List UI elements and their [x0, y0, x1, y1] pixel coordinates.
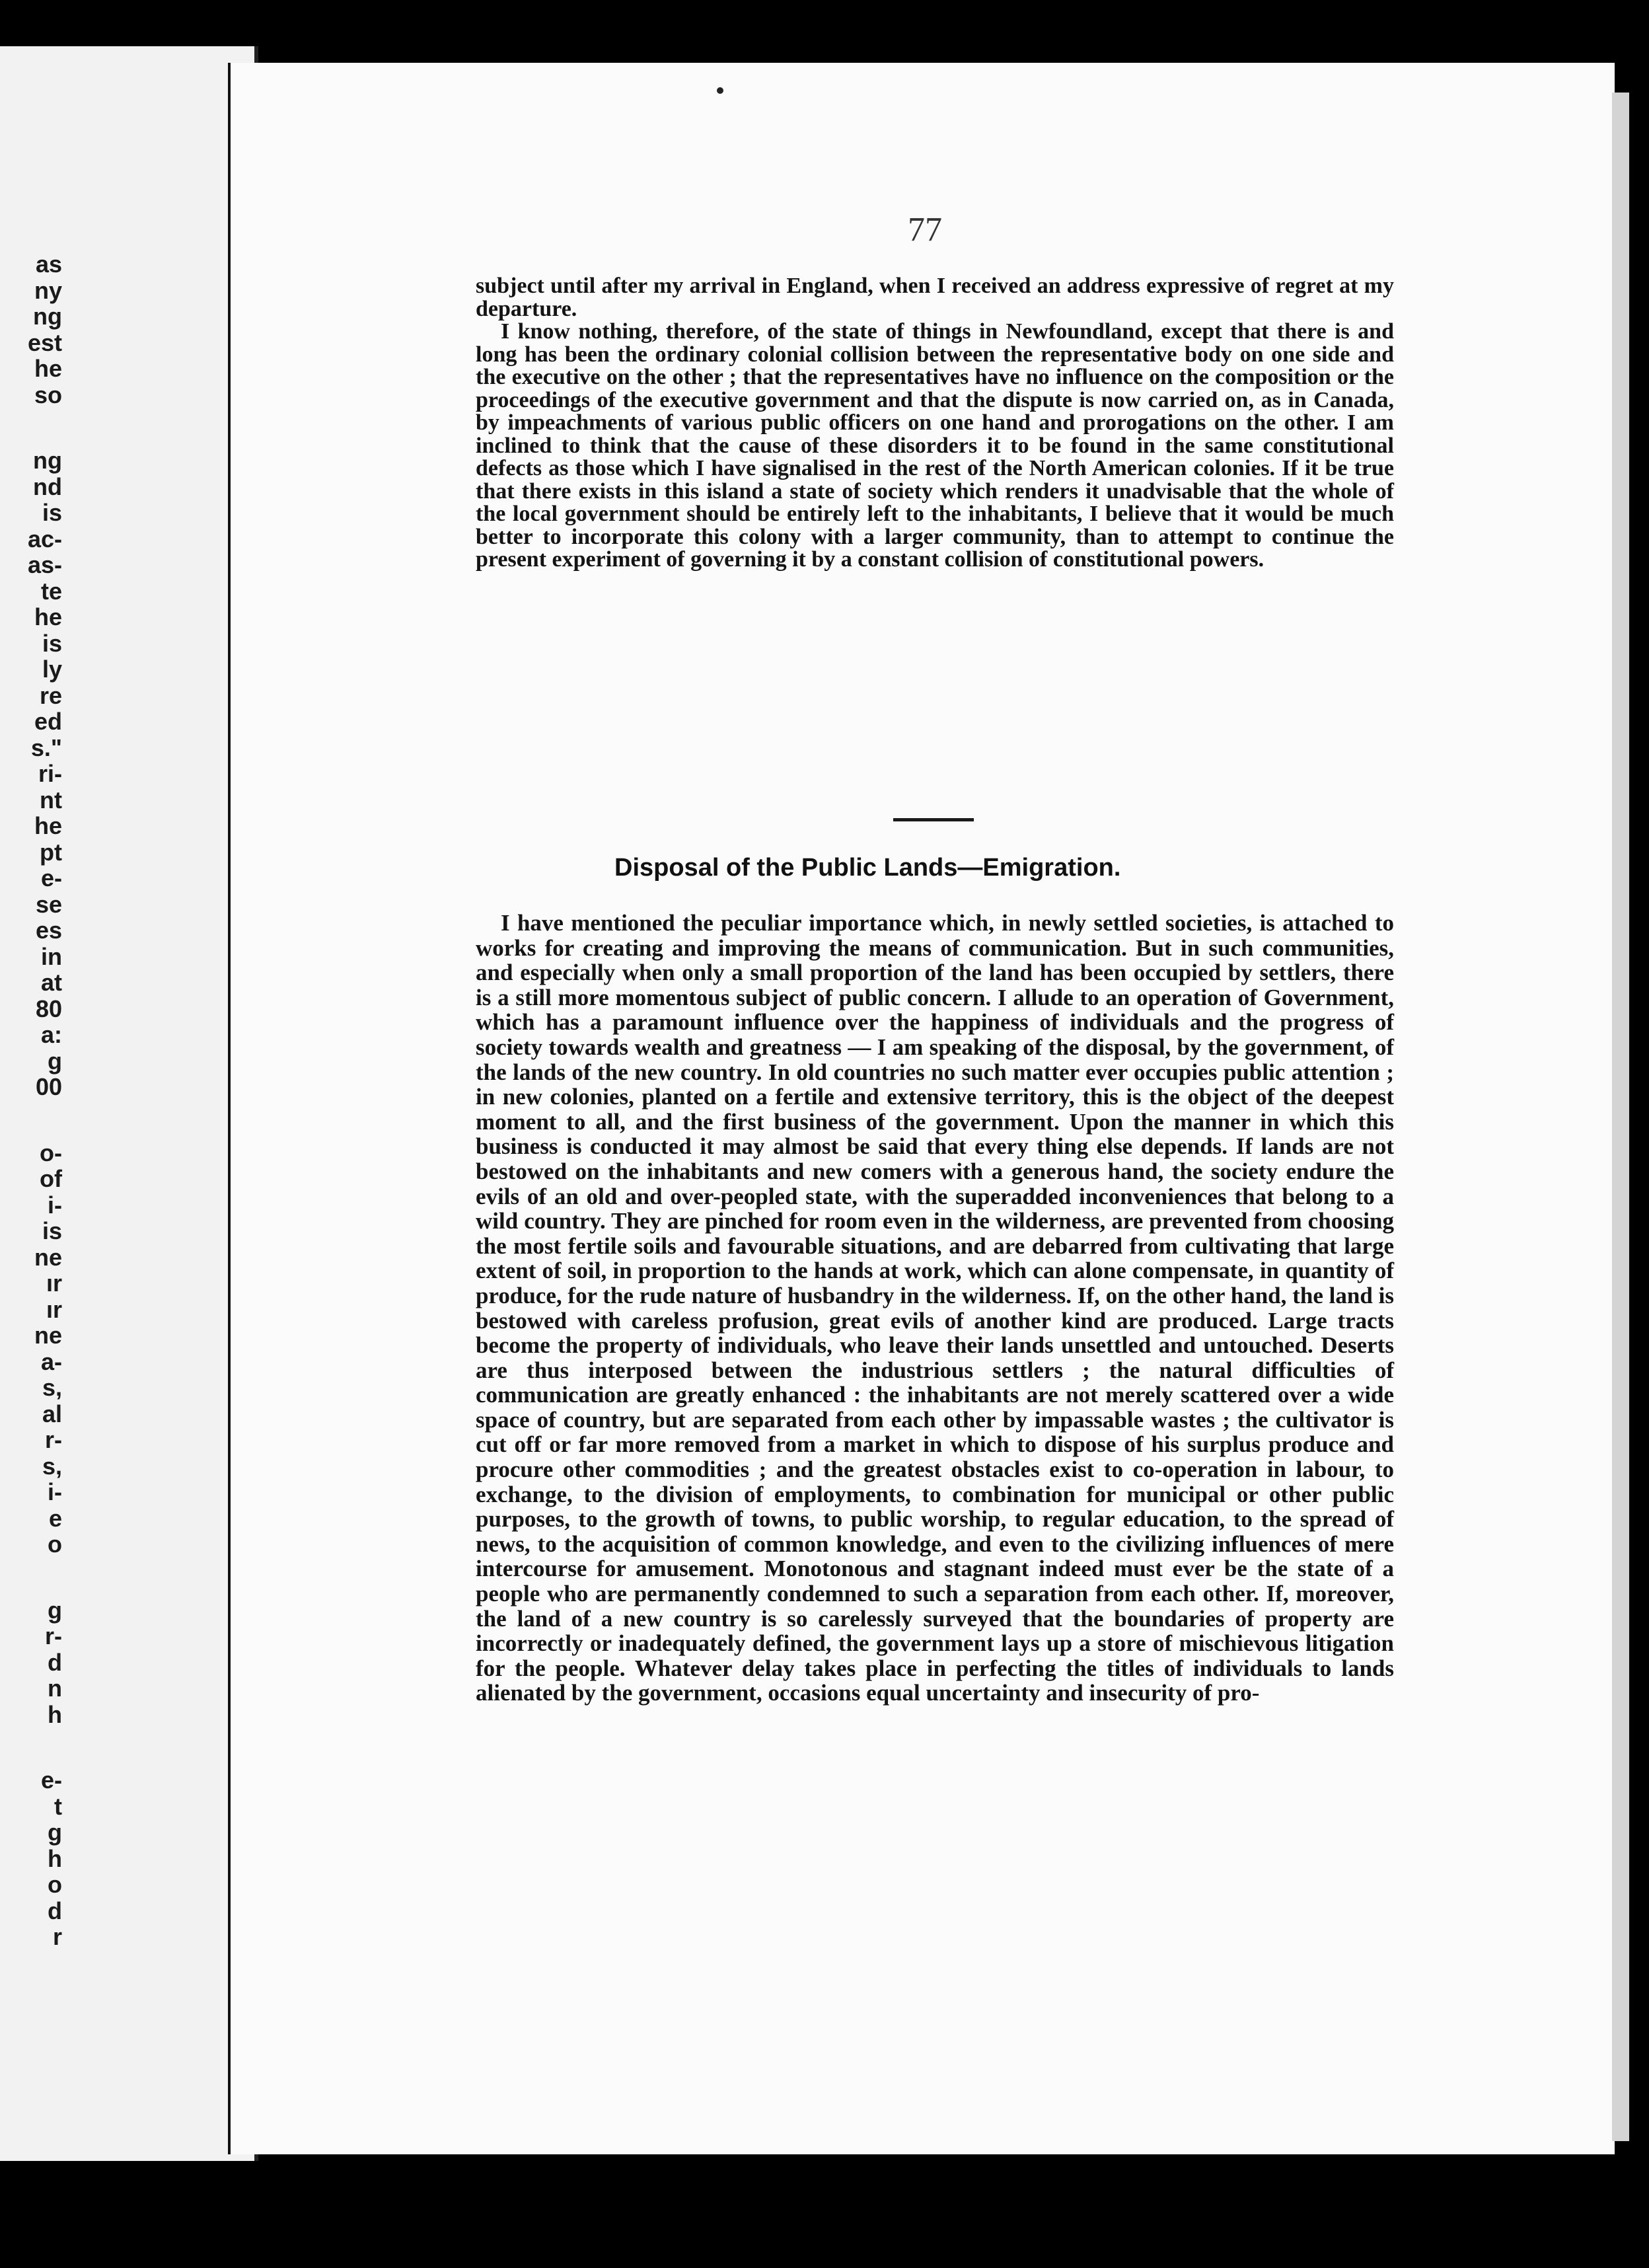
- left-page-fragment: ly: [42, 656, 62, 683]
- left-page-fragment: i-: [48, 1191, 62, 1219]
- left-page-fragment: o-: [40, 1139, 62, 1166]
- section-text-block: [476, 911, 1394, 1706]
- left-page-fragment: nd: [33, 472, 62, 500]
- left-page-fragment: [0, 1100, 66, 1140]
- left-page-fragment: 00: [35, 1073, 62, 1100]
- left-page-fragment: e: [48, 1504, 62, 1532]
- left-page-fragment: as-: [27, 551, 62, 578]
- left-page-fragment: is: [42, 499, 62, 526]
- left-page-fragment: s,: [42, 1452, 62, 1480]
- left-page-fragment: ne: [34, 1322, 62, 1349]
- left-page-fragment: g: [48, 1047, 62, 1075]
- left-page-fragment: se: [35, 890, 62, 918]
- left-page-fragment: a:: [40, 1021, 62, 1048]
- left-page-fragment: ng: [33, 303, 62, 330]
- left-page-fragment: n: [48, 1675, 62, 1702]
- left-page-fragment: [0, 1558, 66, 1597]
- left-page-fragment: r-: [45, 1622, 62, 1649]
- left-page-fragment: so: [34, 381, 62, 408]
- page-edge: [1612, 93, 1629, 2141]
- left-page-fragment: s,: [42, 1374, 62, 1401]
- left-page-fragment: a-: [40, 1347, 62, 1375]
- left-page-fragment: ri-: [38, 760, 62, 787]
- left-page-fragment: he: [34, 603, 62, 630]
- left-page-fragment: e-: [40, 1766, 62, 1794]
- left-page-fragment: as: [35, 250, 62, 278]
- left-page-fragment: r: [52, 1923, 62, 1950]
- left-page-fragment: ny: [34, 276, 62, 304]
- left-page-fragment: o: [48, 1871, 62, 1898]
- left-page-fragment: est: [27, 328, 62, 356]
- left-page-fragment: ır: [46, 1295, 62, 1323]
- left-page-fragment: g: [48, 1819, 62, 1846]
- left-page-fragment: ır: [46, 1269, 62, 1297]
- left-page-fragment: o: [48, 1531, 62, 1558]
- printer-mark: [717, 87, 723, 94]
- left-page-fragment: ac-: [27, 525, 62, 552]
- left-page-fragment: i-: [48, 1478, 62, 1505]
- paragraph-public-lands: I have mentioned the peculiar importance which, in newly settled societies, is attached to works for creating and improving the means of communication. But in such communities, and especially when only a small proportion of the land has been occupied by settlers, there is a still more momentous subject of public concern. I allude to an operation of Government, which has a paramount influence over the happiness of individuals and the progress of society towards wealth and greatness — I am speaking of the disposal, by the government, of the lands of the new country. In old countries no such matter ever occupies public attention ; in new colonies, planted on a fertile and extensive territory, this is the object of the deepest moment to all, and the first business of the government. Upon the manner in which this business is conducted it may almost be said that every thing else depends. If lands are not bestowed on the inhabitants and new comers with a generous hand, the society endure the evils of an old and over-peopled state, with the superadded inconveniences that belong to a wild country. They are pinched for room even in the wilderness, are prevented from choosing the most fertile soils and favourable situations, and are debarred from cultivating that large extent of soil, in proportion to the hands at work, which can alone compensate, in quantity of produce, for the rude nature of husbandry in the wilderness. If, on the other hand, the land is bestowed with careless profusion, great evils of another kind are produced. Large tracts become the property of individuals, who leave their lands unsettled and untouched. Deserts are thus interposed between the industrious settlers ; the natural difficulties of communication are greatly enhanced : the inhabitants are not merely scattered over a wide space of country, but are separated from each other by impassable wastes ; the cultivator is cut off or far more removed from a market in which to dispose of his surplus produce and procure other commodities ; and the greatest obstacles exist to co-operation in labour, to exchange, to the division of employments, to combination for municipal or other public purposes, to the growth of towns, to public worship, to regular education, to the spread of news, to the acquisition of common knowledge, and even to the civilizing influences of mere intercourse for amusement. Monotonous and stagnant indeed must ever be the state of a people who are permanently condemned to such a separation from each other. If, moreover, the land of a new country is so carelessly surveyed that the boundaries of property are incorrectly or inadequately defined, the government lays up a store of mischievous litigation for the people. Whatever delay takes place in perfecting the titles of individuals to lands alienated by the government, occasions equal uncertainty and insecurity of pro-: [476, 910, 1394, 1706]
- left-page-fragment: es: [35, 917, 62, 944]
- left-page-fragment: he: [34, 355, 62, 382]
- left-page-fragment: at: [40, 969, 62, 996]
- left-page-fragment: nt: [40, 786, 62, 813]
- left-page-fragment: is: [42, 629, 62, 657]
- left-page: [0, 46, 258, 2161]
- left-page-fragment: of: [40, 1165, 62, 1192]
- left-page-fragment: te: [40, 577, 62, 605]
- section-divider: [893, 818, 974, 821]
- left-page-fragment: h: [48, 1844, 62, 1872]
- left-page-fragment: [0, 1727, 66, 1767]
- left-page-fragment: e-: [40, 864, 62, 891]
- left-page-fragment: pt: [40, 838, 62, 866]
- left-page-fragment: d: [48, 1897, 62, 1924]
- left-page-fragment: he: [34, 812, 62, 839]
- left-page-fragment: d: [48, 1648, 62, 1676]
- top-text-block: [476, 275, 1394, 572]
- left-page-fragment: ne: [34, 1243, 62, 1271]
- left-page-text-fragments: [0, 251, 66, 1950]
- left-page-fragment: [0, 408, 66, 447]
- left-page-fragment: g: [48, 1596, 62, 1624]
- left-page-fragment: r-: [45, 1426, 62, 1453]
- paragraph-continued: subject until after my arrival in England, when I received an address expressive of regret at my departure.: [476, 274, 1394, 321]
- left-page-fragment: t: [54, 1792, 62, 1820]
- paragraph-newfoundland: I know nothing, therefore, of the state of things in Newfoundland, except that there is and long has been the ordinary colonial collision between the representative body on one side and the executive on the other ; that the representatives have no influence on the composition or the proceedings of the executive government and that the dispute is now carried on, as in Canada, by impeachments of various public officers on one hand and prorogations on the other. I am inclined to think that the cause of these disorders it to be found in the same constitutional defects as those which I have signalised in the rest of the North American colonies. If it be true that there exists in this island a state of society which renders it unadvisable that the whole of the local government should be entirely left to the inhabitants, I believe that it would be much better to incorporate this colony with a larger community, than to attempt to continue the present experiment of governing it by a constant collision of constitutional powers.: [476, 319, 1394, 572]
- left-page-fragment: is: [42, 1217, 62, 1244]
- left-page-fragment: ng: [33, 447, 62, 474]
- left-page-fragment: ed: [34, 708, 62, 735]
- left-page-fragment: re: [39, 681, 62, 709]
- left-page-fragment: in: [41, 942, 62, 970]
- page-number: 77: [908, 211, 942, 248]
- left-page-fragment: 80: [35, 995, 62, 1022]
- left-page-fragment: s.": [30, 734, 62, 761]
- left-page-fragment: h: [48, 1700, 62, 1728]
- section-heading: Disposal of the Public Lands—Emigration.: [614, 854, 1121, 882]
- left-page-fragment: al: [42, 1400, 62, 1427]
